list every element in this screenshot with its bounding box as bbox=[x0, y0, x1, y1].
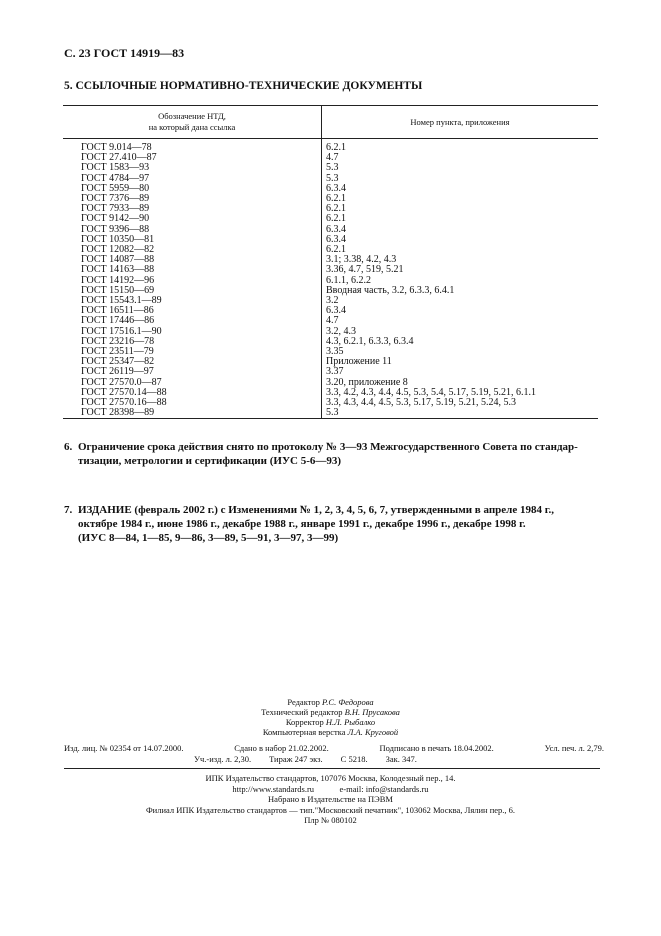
column-header-reference: Номер пункта, приложения bbox=[322, 106, 599, 139]
document-designation: ГОСТ 10350—81 bbox=[63, 235, 322, 245]
column-header-document-line2: на который дана ссылка bbox=[148, 122, 236, 132]
clause-reference: 3.2 bbox=[326, 295, 339, 307]
footer-contacts bbox=[0, 784, 661, 795]
document-designation: ГОСТ 14163—88 bbox=[63, 265, 322, 275]
section-7-line3: (ИУС 8—84, 1—85, 9—86, 3—89, 5—91, 3—97, 3—99) bbox=[78, 532, 339, 544]
document-designation: ГОСТ 4784—97 bbox=[63, 174, 322, 184]
order-code-text: С 5218. bbox=[340, 754, 368, 764]
publication-info-row2 bbox=[64, 754, 604, 765]
document-designation: ГОСТ 16511—86 bbox=[63, 306, 322, 316]
imprint-layout: Компьютерная верстка Л.А. Круговой bbox=[262, 727, 399, 737]
table-header-row bbox=[63, 106, 598, 139]
clause-reference: 6.3.4 bbox=[326, 233, 346, 245]
document-designation: ГОСТ 17516.1—90 bbox=[63, 327, 322, 337]
section-5-title: 5. ССЫЛОЧНЫЕ НОРМАТИВНО-ТЕХНИЧЕСКИЕ ДОКУМЕНТЫ bbox=[64, 80, 423, 92]
signed-text: Подписано в печать 18.04.2002. bbox=[379, 743, 494, 753]
document-designation: ГОСТ 27570.16—88 bbox=[63, 398, 322, 408]
publisher-footer bbox=[0, 773, 661, 826]
table-row bbox=[63, 408, 598, 419]
footer-line3: Набрано в Издательстве на ПЭВМ bbox=[268, 794, 393, 804]
clause-reference: 4.3, 6.2.1, 6.3.3, 6.3.4 bbox=[326, 335, 414, 347]
document-designation: ГОСТ 9142—90 bbox=[63, 214, 322, 224]
section-7-line2: октябре 1984 г., июне 1986 г., декабре 1988 г., январе 1991 г., декабре 1996 г., декабре 1998 г. bbox=[78, 518, 526, 530]
footer-email: e-mail: info@standards.ru bbox=[339, 783, 429, 794]
clause-reference: 4.7 bbox=[326, 152, 339, 164]
footer-line5: Плр № 080102 bbox=[304, 815, 357, 825]
clause-reference: 6.3.4 bbox=[326, 223, 346, 235]
clause-reference: 5.3 bbox=[326, 172, 339, 184]
document-designation: ГОСТ 7933—89 bbox=[63, 204, 322, 214]
document-designation: ГОСТ 12082—82 bbox=[63, 245, 322, 255]
clause-reference: Приложение 11 bbox=[326, 356, 392, 368]
imprint-editor: Редактор Р.С. Федорова bbox=[287, 697, 374, 707]
document-designation: ГОСТ 25347—82 bbox=[63, 357, 322, 367]
document-designation: ГОСТ 15543.1—89 bbox=[63, 296, 322, 306]
document-designation: ГОСТ 14192—96 bbox=[63, 276, 322, 286]
publication-info-row1 bbox=[64, 743, 604, 754]
document-designation: ГОСТ 14087—88 bbox=[63, 255, 322, 265]
document-designation: ГОСТ 7376—89 bbox=[63, 194, 322, 204]
circulation-text: Тираж 247 экз. bbox=[269, 754, 323, 764]
section-6-line1: Ограничение срока действия снято по протоколу № 3—93 Межгосударственного Совета по стандар- bbox=[78, 441, 578, 453]
clause-reference: 6.2.1 bbox=[326, 213, 346, 225]
section-6-note bbox=[64, 440, 604, 468]
clause-reference: 3.20, приложение 8 bbox=[326, 376, 408, 388]
clause-reference: 3.36, 4.7, 519, 5.21 bbox=[326, 264, 404, 276]
document-designation: ГОСТ 28398—89 bbox=[63, 408, 322, 419]
table-body bbox=[63, 139, 598, 419]
document-designation: ГОСТ 15150—69 bbox=[63, 286, 322, 296]
clause-reference: 3.1; 3.38, 4.2, 4.3 bbox=[326, 254, 397, 266]
section-6-number: 6. bbox=[64, 441, 73, 453]
document-designation: ГОСТ 9.014—78 bbox=[63, 143, 322, 153]
footer-line4: Филиал ИПК Издательство стандартов — тип."Московский печатник", 103062 Москва, Лялин пер., 6. bbox=[145, 804, 516, 815]
section-7-number: 7. bbox=[64, 504, 73, 516]
clause-reference: 6.2.1 bbox=[326, 244, 346, 256]
clause-reference: 6.1.1, 6.2.2 bbox=[326, 274, 371, 286]
footer-site: http://www.standards.ru bbox=[232, 783, 315, 794]
document-designation: ГОСТ 5959—80 bbox=[63, 184, 322, 194]
clause-reference: 6.2.1 bbox=[326, 203, 346, 215]
clause-reference: 4.7 bbox=[326, 315, 339, 327]
document-designation: ГОСТ 26119—97 bbox=[63, 367, 322, 377]
section-6-line2: тизации, метрологии и сертификации (ИУС 5-6—93) bbox=[78, 455, 342, 467]
edu-sheets-text: Уч.-изд. л. 2,30. bbox=[194, 754, 252, 764]
clause-reference: 3.35 bbox=[326, 346, 344, 358]
column-header-document-line1: Обозначение НТД, bbox=[158, 111, 226, 121]
imprint-block bbox=[0, 697, 661, 737]
clause-reference: 3.3, 4.2, 4.3, 4.4, 4.5, 5.3, 5.4, 5.17, 5.19, 5.21, 6.1.1 bbox=[326, 386, 536, 398]
column-header-document bbox=[63, 106, 322, 139]
footer-line1: ИПК Издательство стандартов, 107076 Москва, Колодезный пер., 14. bbox=[205, 773, 456, 783]
clause-reference: Вводная часть, 3.2, 6.3.3, 6.4.1 bbox=[326, 284, 455, 296]
clause-reference: 5.3 bbox=[326, 162, 339, 174]
license-text: Изд. лиц. № 02354 от 14.07.2000. bbox=[64, 743, 184, 753]
clause-reference: 3.3, 4.3, 4.4, 4.5, 5.3, 5.17, 5.19, 5.21, 5.24, 5.3 bbox=[326, 397, 516, 409]
document-designation: ГОСТ 1583—93 bbox=[63, 163, 322, 173]
page-header: С. 23 ГОСТ 14919—83 bbox=[64, 46, 185, 60]
document-designation: ГОСТ 23216—78 bbox=[63, 337, 322, 347]
section-7-line1: ИЗДАНИЕ (февраль 2002 г.) с Изменениями № 1, 2, 3, 4, 5, 6, 7, утвержденными в апреле 1984 г., bbox=[78, 504, 554, 516]
document-designation: ГОСТ 27570.0—87 bbox=[63, 378, 322, 388]
document-designation: ГОСТ 27.410—87 bbox=[63, 153, 322, 163]
document-designation: ГОСТ 23511—79 bbox=[63, 347, 322, 357]
document-designation: ГОСТ 9396—88 bbox=[63, 225, 322, 235]
clause-reference: 6.2.1 bbox=[326, 193, 346, 205]
document-designation: ГОСТ 17446—86 bbox=[63, 316, 322, 326]
imprint-tech-editor: Технический редактор В.Н. Прусакова bbox=[261, 707, 400, 717]
print-sheets-text: Усл. печ. л. 2,79. bbox=[544, 743, 604, 753]
clause-reference: 6.2.1 bbox=[326, 142, 346, 153]
clause-reference: 3.37 bbox=[326, 366, 344, 378]
footer-divider bbox=[64, 768, 600, 769]
imprint-corrector: Корректор Н.Л. Рыбалко bbox=[285, 717, 376, 727]
section-7-note bbox=[64, 503, 604, 545]
clause-reference: 3.2, 4.3 bbox=[326, 325, 356, 337]
clause-reference: 6.3.4 bbox=[326, 305, 346, 317]
document-designation: ГОСТ 27570.14—88 bbox=[63, 388, 322, 398]
typeset-text: Сдано в набор 21.02.2002. bbox=[234, 743, 329, 753]
order-text: Зак. 347. bbox=[385, 754, 417, 764]
references-table bbox=[63, 105, 598, 419]
clause-reference: 6.3.4 bbox=[326, 182, 346, 194]
clause-reference: 5.3 bbox=[322, 408, 599, 419]
publication-info bbox=[64, 743, 604, 765]
